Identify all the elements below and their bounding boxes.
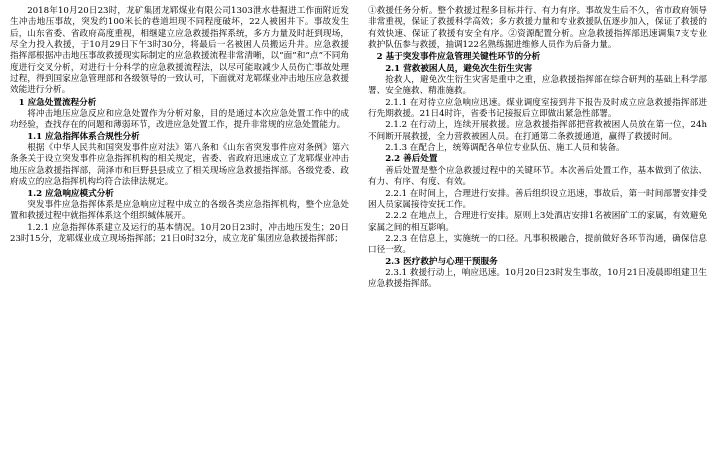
two-column-layout (10, 6, 707, 465)
heading-1-1: 1.1 应急指挥体系合规性分析 (27, 131, 140, 142)
para-2-1: 抢救人，避免次生衍生灾害是重中之重，应急救援指挥部在综合研判的基础上科学部署、安全施救、精准施救。 (368, 75, 707, 97)
heading-1-2: 1.2 应急响应模式分析 (27, 188, 114, 199)
heading-2-1: 2.1 营救被困人员，避免次生衍生灾害 (385, 63, 533, 74)
heading-2-3: 2.3 医疗救护与心理干预服务 (385, 256, 498, 267)
para-2-2: 善后处置是整个应急救援过程中的关键环节。本次善后处置工作，基本做到了依法、有力、有序、有度、有效。 (368, 165, 707, 188)
heading-2: 2 基于突发事件应急管理关键性环节的分析 (376, 52, 541, 63)
para-2-1-1: 2.1.1 在对待立应急响应迅速。煤业调度室接到井下报告及时成立应急救援指挥部进行先期救援。21日4时许，省委书记接报后立即做出紧急性部署。 (368, 97, 707, 120)
para-2-2-3: 2.2.3 在信息上，实施统一的口径。凡事积极融合，提前做好各环节沟通，确保信息口径一致。 (368, 233, 707, 256)
heading-1: 1 应急处置流程分析 (18, 97, 97, 108)
para-1-intro: 将冲击地压应急反应和应急处置作为分析对象，目的是通过本次应急处置工作中的成功经验，查找存在的问题和薄弱环节，改进应急处置工作，提升非常规的应急处置能力。 (10, 109, 349, 131)
para-1-2: 突发事件应急指挥体系是应急响应过程中成立的各级各类应急指挥机构，整个应急处置和救援过程中就指挥体系这个组织缄体展开。 (10, 199, 349, 222)
right-text-column (359, 6, 707, 465)
para-2-2-1: 2.2.1 在时间上，合理进行安排。善后组织设立迅速，事故后，第一时间部署安排受困人员家属接待安抚工作。 (368, 188, 707, 210)
heading-2-2: 2.2 善后处置 (385, 154, 438, 165)
para-rescue-task: ①救援任务分析。整个救援过程多目标并行、有力有序。事故发生后不久，省市政府领导非常重视，保证了救援科学高效；多方救援力量和专业救援队伍逐步加入，保证了救援的有效快速、保证了救援有安全有序。②资源配置分析。应急救援指挥部迅速调集7支专业救护队伍参与救援，抽调122名熟练掘进维修人员作为后备力量。 (368, 6, 707, 51)
para-2-1-3: 2.1.3 在配合上，统筹调配各单位专业队伍、施工人员和装备。 (385, 143, 625, 154)
left-text-column (10, 6, 358, 465)
para-1-1: 根据《中华人民共和国突发事件应对法》第八条和《山东省突发事件应对条例》第六条条关于设立突发事件应急指挥机构的相关规定，省委、省政府迅速成立了龙郓煤业冲击地压应急救援指挥部，菏泽市和巨野县县成立了相关现场应急救援指挥部。各级党委、政府成立的应急指挥机构均符合法律法规定。 (10, 143, 349, 188)
para-2-1-2: 2.1.2 在行动上，连续开展救援。应急救援指挥部把营救被困人员放在第一位，24h不间断开展救援，全力营救被困人员。在打通第二条救援通道，赢得了救援时间。 (368, 120, 707, 142)
heading-1-2-1: 1.2.1 应急指挥体系建立及运行的基本情况。10月20日23时，冲击地压发生；20日23时15分，龙郓煤业成立现场指挥部；21日0时32分，成立龙矿集团应急救援指挥部； (10, 222, 349, 244)
para-2-2-2: 2.2.2 在地点上，合理进行安排。原则上3处酒店安排1名被困矿工的家属，有效避免家属之间的相互影响。 (368, 211, 707, 233)
para-2-3: 2.3.1 救援行动上，响应迅速。10月20日23时发生事故，10月21日凌晨即组建卫生应急救援指挥部。 (368, 267, 707, 290)
para-opening: 2018年10月20日23时，龙矿集团龙郓煤业有限公司1303泄水巷掘进工作面附近发生冲击地压事故，突发约100米长的巷道坦现不同程度破坏，22人被困井下。事故发生后，山东省委、省政府高度重视，相继建立应急救援指挥系统，多方力量及时赶到现场，尽全力投入救援，于10月29日下午3时30分，将最后一名被困人员搬运升井。应急救援指挥部根据冲击地压事故救援现实际制定的应急救援流程非常清晰，以“面”和“点”不同角度进行交叉分析，对进行十分科学的应急救援流程法，以尽可能取减少人员伤亡事故处理过程，得到国家应急管理部和各级领导的一致认可，下面就对龙郓煤业冲击地压应急救援效能进行分析。 (10, 6, 349, 96)
